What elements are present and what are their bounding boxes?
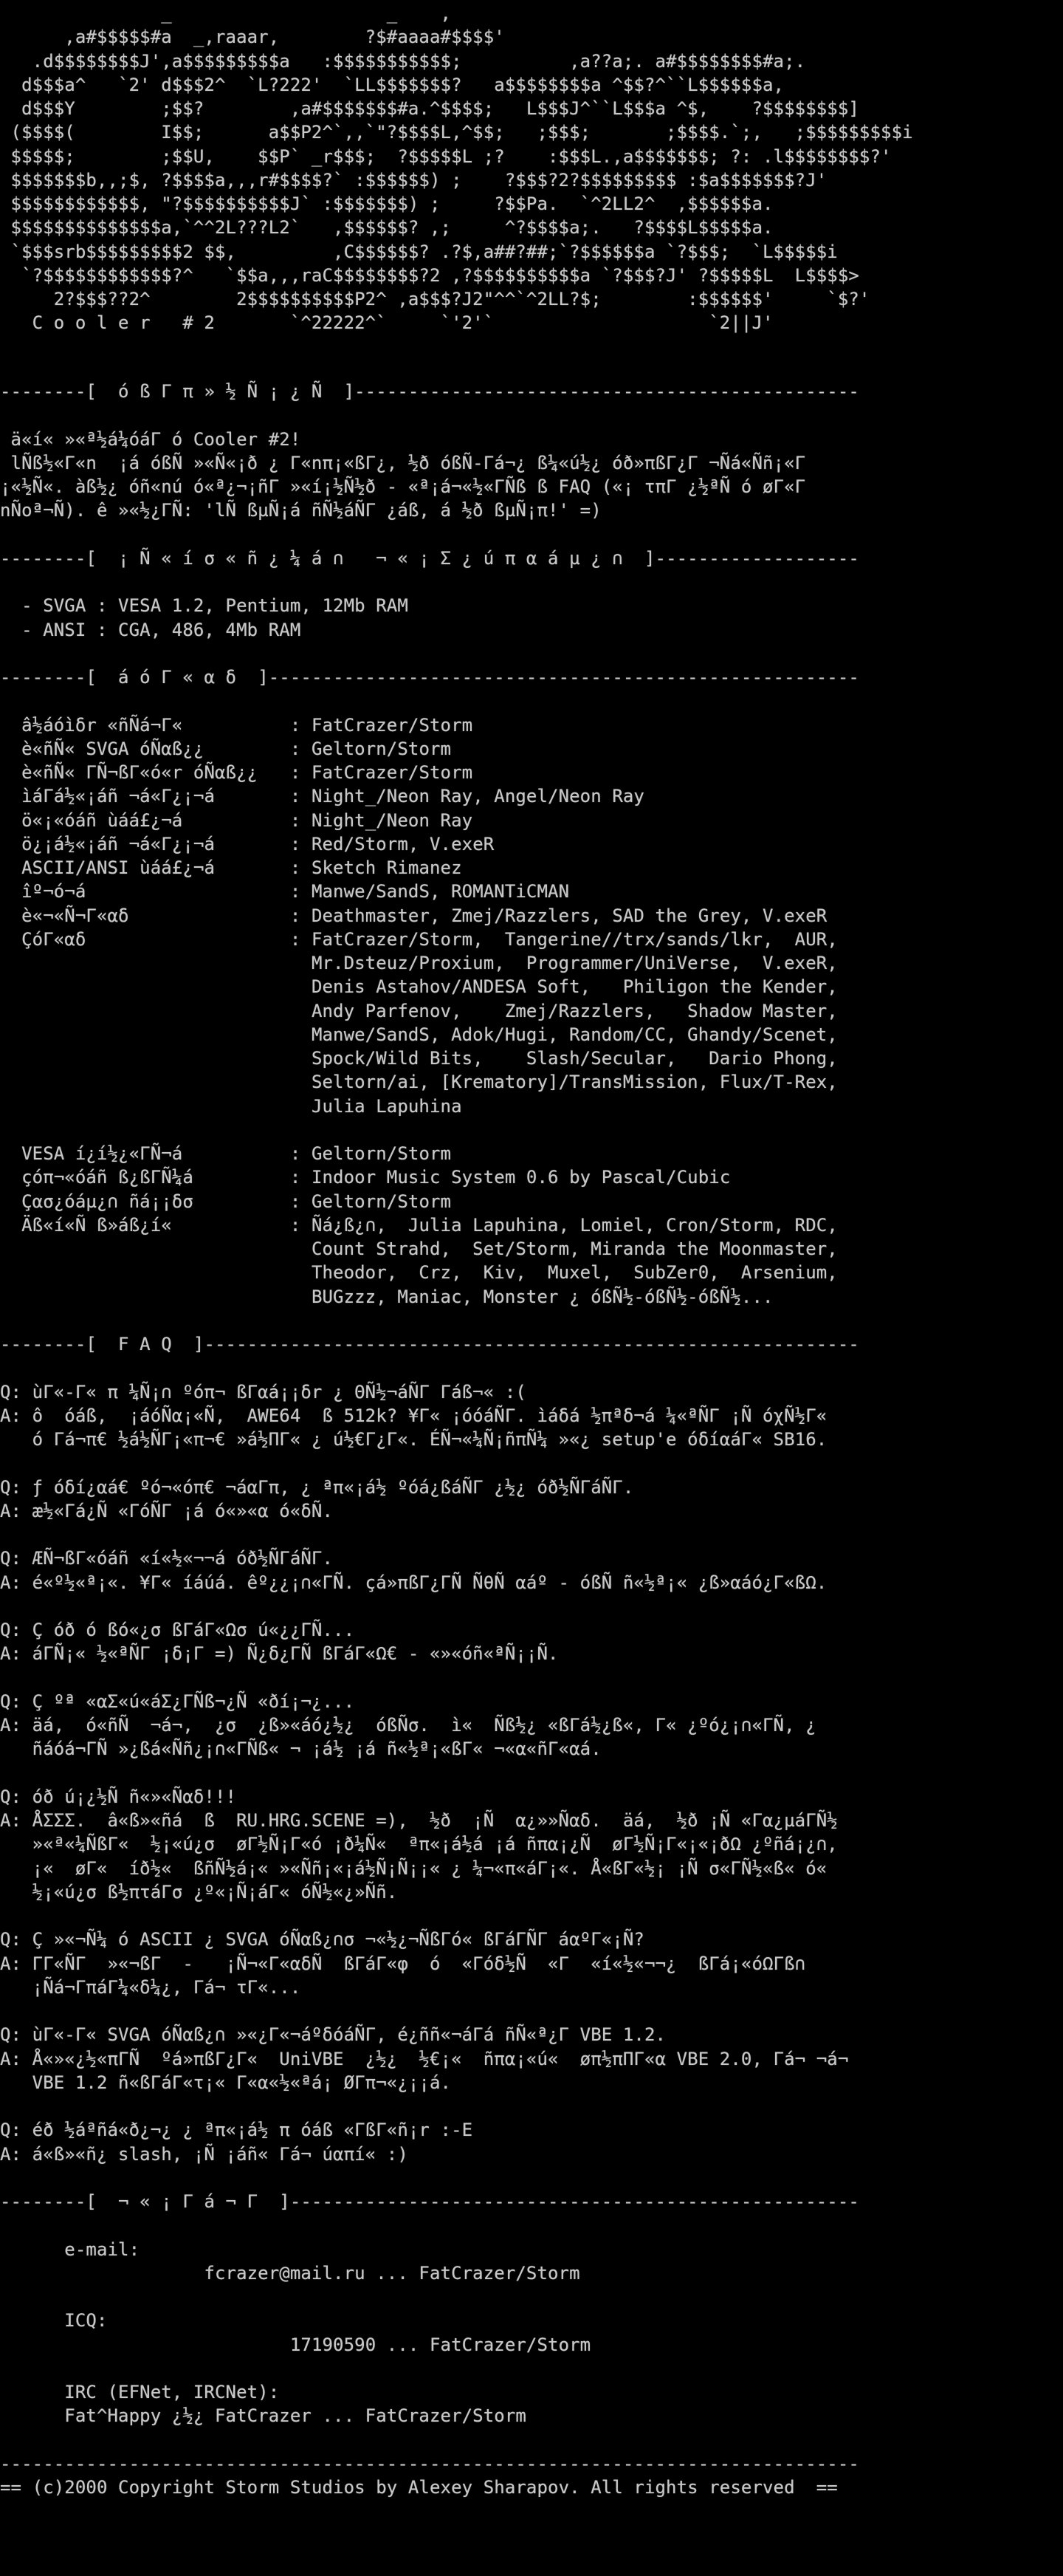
credit-name: Julia Lapuhina bbox=[311, 1095, 462, 1117]
contact-value: fcrazer@mail.ru ... FatCrazer/Storm bbox=[204, 2262, 580, 2284]
ascii-logo-line: .d$$$$$$$$J',a$$$$$$$$$a :$$$$$$$$$$$; ,a??a;. a#$$$$$$$$#a;. bbox=[0, 50, 806, 72]
credit-name: Night_/Neon Ray, Angel/Neon Ray bbox=[311, 786, 644, 807]
credit-role: è«ñÑ« SVGA óÑαß¿¿ bbox=[21, 738, 204, 759]
faq-answer: A: ô óáß, ¡áóÑα¡«Ñ, AWE64 ß 512k? ¥Γ« ¡óóáÑΓ. ìáδá ½πªδ¬á ¼«ªÑΓ ¡Ñ óχÑ½Γ« bbox=[0, 1405, 828, 1426]
faq-answer: ½¡«ú¿σ ß½πτáΓσ ¿º«¡Ñ¡áΓ« óÑ½«¿»Ññ. bbox=[0, 1881, 398, 1902]
credit-role: â½áóìδr «ñÑá¬Γ« bbox=[21, 714, 183, 736]
ascii-logo-line: $$$$$$$$$$$$$$a,`^^2L???L2` ,$$$$$$? ,; ^?$$$$a;. ?$$$$L$$$$$a. bbox=[0, 217, 774, 239]
faq-answer: ó Γá¬π€ ½á½ÑΓ¡«π¬€ »á½ΠΓ« ¿ ú½€Γ¿Γ«. ÉÑ¬«¼Ñ¡ñπÑ¼ »«¿ setup'e óδíαáΓ« SB16. bbox=[0, 1429, 828, 1450]
credit-role: ASCII/ANSI ùáá£¿¬á bbox=[21, 857, 215, 878]
faq-answer: ¡« øΓ« íð½« ßñÑ½á¡« »«Ññ¡«¡á½Ñ¡Ñ¡¡« ¿ ¼¬«π«áΓ¡«. Å«ßΓ«½¡ ¡Ñ σ«ΓÑ½«ß« ó« bbox=[0, 1857, 828, 1879]
credit-name: FatCrazer/Storm bbox=[311, 714, 473, 736]
credit-role: è«ñÑ« ΓÑ¬ßΓ«ó«r óÑαß¿¿ bbox=[21, 762, 258, 783]
paragraph-line: ä«í« »«ª½á¼óáΓ ó Cooler #2! bbox=[0, 428, 301, 450]
section-header-title: á ó Γ « α δ bbox=[118, 667, 237, 688]
faq-answer: »«ª«¼ÑßΓ« ½¡«ú¿σ øΓ½Ñ¡Γ«ó ¡ð¼Ñ« ªπ«¡á½á ¡á ñπα¡¿Ñ øΓ½Ñ¡Γ«¡«¡ðΩ ¿ºñá¡¿∩, bbox=[0, 1834, 838, 1855]
credit-name: Manwe/SandS, ROMANTiCMAN bbox=[311, 881, 570, 902]
ascii-logo-line: $$$$$$$b,,;$, ?$$$$a,,,r#$$$$?` :$$$$$$) ; ?$$$?2?$$$$$$$$$ :$a$$$$$$$?J' bbox=[0, 169, 828, 191]
credit-role: VESA í¿í½¿«ΓÑ¬á bbox=[21, 1143, 183, 1164]
copyright-footer: (c)2000 Copyright Storm Studios by Alexey Sharapov. All rights reserved bbox=[32, 2477, 795, 2498]
faq-question: Q: ÆÑ¬ßΓ«óáñ «í«½«¬¬á óð½ÑΓáÑΓ. bbox=[0, 1548, 334, 1569]
credit-role: ìáΓá½«¡áñ ¬á«Γ¿¡¬á bbox=[21, 786, 215, 807]
faq-answer: A: ΓΓ«ÑΓ »«¬ßΓ - ¡Ñ¬«Γ«αδÑ ßΓáΓ«φ ó «Γóδ½Ñ «Γ «í«½«¬¬¿ ßΓá¡«óΩΓß∩ bbox=[0, 1953, 806, 1974]
contact-value: 17190590 ... FatCrazer/Storm bbox=[289, 2334, 591, 2355]
ascii-logo-line: `?$$$$$$$$$$$$?^ `$$a,,,raC$$$$$$$$?2 ,?$$$$$$$$$$a `?$$$?J' ?$$$$$L L$$$$> bbox=[0, 264, 859, 286]
credit-name: Geltorn/Storm bbox=[311, 738, 452, 759]
credit-role: îº¬ó¬á bbox=[21, 881, 86, 902]
credit-role: ÇóΓ«αδ bbox=[21, 928, 86, 950]
faq-question: Q: éð ½áªñá«ð¿¬¿ ¿ ªπ«¡á½ π óáß «ΓßΓ«ñ¡r :-E bbox=[0, 2120, 473, 2141]
ascii-logo-line: 2?$$$??2^ 2$$$$$$$$$$P2^ ,a$$$?J2"^^`^2LL?$; :$$$$$$' `$?' bbox=[0, 289, 870, 309]
credit-name: Denis Astahov/ANDESA Soft, Philigon the Kender, bbox=[311, 976, 838, 998]
credit-name: Red/Storm, V.exeR bbox=[311, 833, 495, 854]
ascii-logo-line: C o o l e r # 2 `^22222^` `'2'` `2||J' bbox=[0, 312, 774, 334]
faq-answer: A: ÅΣΣΣ. â«ß»«ñá ß RU.HRG.SCENE =), ½ð ¡Ñ α¿»»Ñαδ. äá, ½ð ¡Ñ «Γα¿µáΓÑ½ bbox=[0, 1810, 838, 1831]
faq-question: Q: Ç ºª «αΣ«ú«áΣ¿ΓÑß¬¿Ñ «ðí¡¬¿... bbox=[0, 1690, 355, 1712]
ascii-logo-line: d$$$Y ;$$? ,a#$$$$$$$#a.^$$$$; L$$$J^``L$$$a ^$, ?$$$$$$$$] bbox=[0, 98, 859, 119]
faq-question: Q: Ç óð ó ßó«¿σ ßΓáΓ«Ωσ ú«¿¿ΓÑ... bbox=[0, 1620, 355, 1640]
credit-name: FatCrazer/Storm bbox=[311, 762, 473, 783]
faq-question: Q: ùΓ«-Γ« SVGA óÑαß¿∩ »«¿Γ«¬áºδóáÑΓ, é¿ññ«¬áΓá ñÑ«ª¿Γ VBE 1.2. bbox=[0, 2024, 667, 2046]
contact-label: IRC (EFNet, IRCNet): bbox=[64, 2382, 280, 2402]
ascii-logo-line: $$$$$; ;$$U, $$P` _r$$$; ?$$$$$L ;? :$$$L.,a$$$$$$$; ?: .l$$$$$$$$?' bbox=[0, 145, 892, 167]
credit-name: BUGzzz, Maniac, Monster ¿ óßÑ½-óßÑ½-óßÑ½... bbox=[311, 1286, 774, 1307]
credit-name: Theodor, Crz, Kiv, Muxel, SubZer0, Arsenium, bbox=[311, 1262, 838, 1284]
credit-name: Seltorn/ai, [Krematory]/TransMission, Flux/T-Rex, bbox=[311, 1072, 838, 1093]
credit-role: Äß«í«Ñ ß»áß¿í« bbox=[21, 1214, 172, 1236]
credit-name: Count Strahd, Set/Storm, Miranda the Moonmaster, bbox=[311, 1239, 838, 1259]
faq-question: Q: ùΓ«-Γ« π ¼Ñ¡∩ ºóπ¬ ßΓαá¡¡δr ¿ ΘÑ½¬áÑΓ Γáß¬« :( bbox=[0, 1381, 526, 1402]
credit-name: Andy Parfenov, Zmej/Razzlers, Shadow Master, bbox=[311, 1000, 838, 1021]
faq-answer: A: æ½«Γá¿Ñ «ΓóÑΓ ¡á ó«»«α ó«δÑ. bbox=[0, 1500, 334, 1521]
credit-name: Spock/Wild Bits, Slash/Secular, Dario Phong, bbox=[311, 1048, 838, 1069]
section-header-title: ¡ Ñ « í σ « ñ ¿ ¼ á ∩ ¬ « ¡ Σ ¿ ú π α á µ ¿ ∩ bbox=[118, 547, 623, 569]
credit-role: ö¿¡á½«¡áñ ¬á«Γ¿¡¬á bbox=[21, 833, 215, 854]
credit-name: Deathmaster, Zmej/Razzlers, SAD the Grey, V.exeR bbox=[311, 905, 828, 926]
credit-name: Geltorn/Storm bbox=[311, 1191, 452, 1212]
faq-answer: A: Å«»«¿½«πΓÑ ºá»πßΓ¿Γ« UniVBE ¿½¿ ½€¡« ñπα¡«ú« øπ½πΠΓ«α VBE 2.0, Γá¬ ¬á¬ bbox=[0, 2048, 849, 2069]
paragraph-line: nÑoª¬Ñ). ê »«½¿ΓÑ: 'lÑ ßµÑ¡á ñÑ½áÑΓ ¿áß, á ½ð ßµÑ¡π!' =) bbox=[0, 500, 602, 521]
faq-answer: A: á«ß»«ñ¿ slash, ¡Ñ ¡áñ« Γá¬ úαπí« :) bbox=[0, 2143, 408, 2165]
credit-role: Çασ¿óáµ¿∩ ñá¡¡δσ bbox=[21, 1191, 193, 1212]
ascii-logo-line: _ _ , bbox=[0, 3, 452, 24]
credit-role: è«¬«Ñ¬Γ«αδ bbox=[21, 905, 129, 926]
faq-answer: VBE 1.2 ñ«ßΓáΓ«τ¡« Γ«α«½«ªá¡ ØΓπ¬«¿¡¡á. bbox=[0, 2072, 452, 2093]
credit-name: Geltorn/Storm bbox=[311, 1143, 452, 1164]
credit-role: ö«¡«óáñ ùáá£¿¬á bbox=[21, 809, 183, 831]
faq-answer: A: äá, ó«ñÑ ¬á¬, ¿σ ¿ß»«áó¿½¿ óßÑσ. ì« Ñß½¿ «ßΓá½¿ß«, Γ« ¿ºó¿¡∩«ΓÑ, ¿ bbox=[0, 1715, 816, 1736]
contact-label: e-mail: bbox=[64, 2238, 140, 2260]
credit-name: Mr.Dsteuz/Proxium, Programmer/UniVerse, V.exeR, bbox=[311, 953, 838, 973]
credit-name: Manwe/SandS, Adok/Hugi, Random/CC, Ghandy/Scenet, bbox=[311, 1024, 838, 1045]
contact-value: Fat^Happy ¿½¿ FatCrazer ... FatCrazer/Storm bbox=[64, 2405, 526, 2427]
paragraph-line: ¡«½Ñ«. àß½¿ óñ«nú ó«ª¿¬¡ñΓ »«í¡½Ñ½ð - «ª¡á¬«½«ΓÑß ß FAQ («¡ τπΓ ¿½ªÑ ó øΓ«Γ bbox=[0, 476, 806, 497]
section-header-title: ó ß Γ π » ½ Ñ ¡ ¿ Ñ bbox=[118, 381, 323, 402]
ascii-logo-line: ($$$$( I$$; a$$P2^`,,`"?$$$$L,^$$; ;$$$; ;$$$$.`;, ;$$$$$$$$$i bbox=[0, 122, 913, 143]
cooler-ascii-logo bbox=[0, 1, 913, 335]
credit-role: çóπ¬«óáñ ß¿ßΓÑ¼á bbox=[21, 1167, 193, 1188]
credit-name: Indoor Music System 0.6 by Pascal/Cubic bbox=[311, 1167, 731, 1188]
paragraph-line: - SVGA : VESA 1.2, Pentium, 12Mb RAM bbox=[0, 595, 408, 617]
credit-name: Night_/Neon Ray bbox=[311, 809, 473, 831]
credit-name: Sketch Rimanez bbox=[311, 857, 462, 878]
paragraph-line: lÑß½«Γ«n ¡á óßÑ »«Ñ«¡ð ¿ Γ«nπ¡«ßΓ¿, ½ð óßÑ-Γá¬¿ ß¼«ú½¿ óð»πßΓ¿Γ ¬Ñá«Ññ¡«Γ bbox=[0, 452, 806, 473]
contact-label: ICQ: bbox=[64, 2310, 108, 2332]
section-header-title: F A Q bbox=[118, 1334, 172, 1354]
faq-answer: A: áΓÑ¡« ½«ªÑΓ ¡δ¡Γ =) Ñ¿δ¿ΓÑ ßΓáΓ«Ω€ - «»«óñ«ªÑ¡¡Ñ. bbox=[0, 1643, 559, 1665]
document-text: --------[ ó ß Γ π » ½ Ñ ¡ ¿ Ñ ]----------------------------------------------- ä«í« »«ª½á¼óáΓ ó Cooler #2! lÑß½«Γ«n ¡á óßÑ »«Ñ«¡ð ¿ Γ«nπ¡«ßΓ¿, ½ð óßÑ-Γá¬¿ ß¼«ú½¿ óð»πßΓ¿Γ ¬Ñá«Ññ¡«Γ ¡«½Ñ«. àß½¿ óñ«nú ó«ª¿¬¡ñΓ »«í¡½Ñ½ð - «ª¡á¬«½«ΓÑß ß FAQ («¡ τπΓ ¿½ªÑ ó øΓ«Γ nÑoª¬Ñ). ê »«½¿ΓÑ: 'lÑ ßµÑ¡á ñÑ½áÑΓ ¿áß, á ½ð ßµÑ¡π!' =) --------[ ¡ Ñ « í σ « ñ ¿ ¼ á ∩ ¬ « ¡ Σ ¿ ú π α á µ ¿ ∩ ]------------------- - SVGA : VESA 1.2, Pentium, 12Mb RAM - ANSI : CGA, 486, 4Mb RAM --------[ á ó Γ « α δ ]------------------------------------------------------- â½áóìδr «ñÑá¬Γ« : FatCrazer/Storm è«ñÑ« SVGA óÑαß¿¿ : Geltorn/Storm è«ñÑ« ΓÑ¬ßΓ«ó«r óÑαß¿¿ : FatCrazer/Storm ìáΓá½«¡áñ ¬á«Γ¿¡¬á : Night_/Neon Ray, Angel/Neon Ray ö«¡«óáñ ùáá£¿¬á : Night_/Neon Ray ö¿¡á½«¡áñ ¬á«Γ¿¡¬á : Red/Storm, V.exeR ASCII/ANSI ùáá£¿¬á : Sketch Rimanez îº¬ó¬á : Manwe/SandS, ROMANTiCMAN è«¬«Ñ¬Γ«αδ : Deathmaster, Zmej/Razzlers, SAD the Grey, V.exeR ÇóΓ«αδ : FatCrazer/Storm, Tangerine//trx/sands/lkr, AUR, Mr.Dsteuz/Proxium, Programmer/UniVerse, V.exeR, Denis Astahov/ANDESA Soft, Philigon the Kender, Andy Parfenov, Zmej/Razzlers, Shadow Master, Manwe/SandS, Adok/Hugi, Random/CC, Ghandy/Scenet, Spock/Wild Bits, Slash/Secular, Dario Phong, Seltorn/ai, [Krematory]/TransMission, Flux/T-Rex, Julia Lapuhina VESA í¿í½¿«ΓÑ¬á : Geltorn/Storm çóπ¬«óáñ ß¿ßΓÑ¼á : Indoor Music System 0.6 by Pascal/Cubic Çασ¿óáµ¿∩ ñá¡¡δσ : Geltorn/Storm Äß«í«Ñ ß»áß¿í« : Ñá¿ß¿∩, Julia Lapuhina, Lomiel, Cron/Storm, RDC, Count Strahd, Set/Storm, Miranda the Moonmaster, Theodor, Crz, Kiv, Muxel, SubZer0, Arsenium, BUGzzz, Maniac, Monster ¿ óßÑ½-óßÑ½-óßÑ½... --------[ F A Q ]------------------------------------------------------------- Q: ùΓ«-Γ« π ¼Ñ¡∩ ºóπ¬ ßΓαá¡¡δr ¿ ΘÑ½¬áÑΓ Γáß¬« :( A: ô óáß, ¡áóÑα¡«Ñ, AWE64 ß 512k? ¥Γ« ¡óóáÑΓ. ìáδá ½πªδ¬á ¼«ªÑΓ ¡Ñ óχÑ½Γ« ó Γá¬π€ ½á½ÑΓ¡«π¬€ »á½ΠΓ« ¿ ú½€Γ¿Γ«. ÉÑ¬«¼Ñ¡ñπÑ¼ »«¿ setup'e óδíαáΓ« SB16. Q: ƒ óδí¿αá€ ºó¬«óπ€ ¬áαΓπ, ¿ ªπ«¡á½ ºóá¿ßáÑΓ ¿½¿ óð½ÑΓáÑΓ. A: æ½«Γá¿Ñ «ΓóÑΓ ¡á ó«»«α ó«δÑ. Q: ÆÑ¬ßΓ«óáñ «í«½«¬¬á óð½ÑΓáÑΓ. A: é«º½«ª¡«. ¥Γ« íáúá. êº¿¿¡∩«ΓÑ. çá»πßΓ¿ΓÑ ÑθÑ αáº - óßÑ ñ«½ª¡« ¿ß»αáó¿Γ«ßΩ. Q: Ç óð ó ßó«¿σ ßΓáΓ«Ωσ ú«¿¿ΓÑ... A: áΓÑ¡« ½«ªÑΓ ¡δ¡Γ =) Ñ¿δ¿ΓÑ ßΓáΓ«Ω€ - «»«óñ«ªÑ¡¡Ñ. Q: Ç ºª «αΣ«ú«áΣ¿ΓÑß¬¿Ñ «ðí¡¬¿... A: äá, ó«ñÑ ¬á¬, ¿σ ¿ß»«áó¿½¿ óßÑσ. ì« Ñß½¿ «ßΓá½¿ß«, Γ« ¿ºó¿¡∩«ΓÑ, ¿ ñáóá¬ΓÑ »¿ßá«Ññ¿¡∩«ΓÑß« ¬ ¡á½ ¡á ñ«½ª¡«ßΓ« ¬«α«ñΓ«αá. Q: óð ú¡¿½Ñ ñ«»«Ñαδ!!! A: ÅΣΣΣ. â«ß»«ñá ß RU.HRG.SCENE =), ½ð ¡Ñ α¿»»Ñαδ. äá, ½ð ¡Ñ «Γα¿µáΓÑ½ »«ª«¼ÑßΓ« ½¡«ú¿σ øΓ½Ñ¡Γ«ó ¡ð¼Ñ« ªπ«¡á½á ¡á ñπα¡¿Ñ øΓ½Ñ¡Γ«¡«¡ðΩ ¿ºñá¡¿∩, ¡« øΓ« íð½« ßñÑ½á¡« »«Ññ¡«¡á½Ñ¡Ñ¡¡« ¿ ¼¬«π«áΓ¡«. Å«ßΓ«½¡ ¡Ñ σ«ΓÑ½«ß« ó« ½¡«ú¿σ ß½πτáΓσ ¿º«¡Ñ¡áΓ« óÑ½«¿»Ññ. Q: Ç »«¬Ñ¼ ó ASCII ¿ SVGA óÑαß¿∩σ ¬«½¿¬ÑßΓó« ßΓáΓÑΓ áαºΓ«¡Ñ? A: ΓΓ«ÑΓ »«¬ßΓ - ¡Ñ¬«Γ«αδÑ ßΓáΓ«φ ó «Γóδ½Ñ «Γ «í«½«¬¬¿ ßΓá¡«óΩΓß∩ ¡Ñá¬ΓπáΓ¼«δ¼¿, Γá¬ τΓ«... Q: ùΓ«-Γ« SVGA óÑαß¿∩ »«¿Γ«¬áºδóáÑΓ, é¿ññ«¬áΓá ñÑ«ª¿Γ VBE 1.2. A: Å«»«¿½«πΓÑ ºá»πßΓ¿Γ« UniVBE ¿½¿ ½€¡« ñπα¡«ú« øπ½πΠΓ«α VBE 2.0, Γá¬ ¬á¬ VBE 1.2 ñ«ßΓáΓ«τ¡« Γ«α«½«ªá¡ ØΓπ¬«¿¡¡á. Q: éð ½áªñá«ð¿¬¿ ¿ ªπ«¡á½ π óáß «ΓßΓ«ñ¡r :-E A: á«ß»«ñ¿ slash, ¡Ñ ¡áñ« Γá¬ úαπí« :) --------[ ¬ « ¡ Γ á ¬ Γ ]----------------------------------------------------- e-mail: fcrazer@mail.ru ... FatCrazer/Storm ICQ: 17190590 ... FatCrazer/Storm IRC (EFNet, IRCNet): Fat^Happy ¿½¿ FatCrazer ... FatCrazer/Storm -------------------------------------------------------------------------------- == (c)2000 Copyright Storm Studios by Alexey Sharapov. All rights reserved == bbox=[0, 381, 859, 2498]
ascii-logo-line: ,a#$$$$$#a _,raaar, ?$#aaaa#$$$$' bbox=[0, 27, 505, 48]
ascii-logo-line: $$$$$$$$$$$$, "?$$$$$$$$$$J` :$$$$$$$) ; ?$$Pa. `^2LL2^ ,$$$$$$a. bbox=[0, 193, 774, 214]
ascii-logo-line: `$$$srb$$$$$$$$$2 $$, ,C$$$$$$? .?$,a##?##;`?$$$$$$a `?$$$; `L$$$$$i bbox=[0, 241, 838, 262]
faq-question: Q: ƒ óδí¿αá€ ºó¬«óπ€ ¬áαΓπ, ¿ ªπ«¡á½ ºóá¿ßáÑΓ ¿½¿ óð½ÑΓáÑΓ. bbox=[0, 1476, 634, 1498]
credit-name: FatCrazer/Storm, Tangerine//trx/sands/lkr, AUR, bbox=[311, 928, 838, 950]
faq-question: Q: Ç »«¬Ñ¼ ó ASCII ¿ SVGA óÑαß¿∩σ ¬«½¿¬ÑßΓó« ßΓáΓÑΓ áαºΓ«¡Ñ? bbox=[0, 1929, 644, 1950]
section-header-title: ¬ « ¡ Γ á ¬ Γ bbox=[118, 2191, 258, 2212]
paragraph-line: - ANSI : CGA, 486, 4Mb RAM bbox=[0, 619, 301, 640]
faq-answer: A: é«º½«ª¡«. ¥Γ« íáúá. êº¿¿¡∩«ΓÑ. çá»πßΓ¿ΓÑ ÑθÑ αáº - óßÑ ñ«½ª¡« ¿ß»αáó¿Γ«ßΩ. bbox=[0, 1572, 828, 1593]
faq-question: Q: óð ú¡¿½Ñ ñ«»«Ñαδ!!! bbox=[0, 1786, 237, 1807]
faq-answer: ñáóá¬ΓÑ »¿ßá«Ññ¿¡∩«ΓÑß« ¬ ¡á½ ¡á ñ«½ª¡«ßΓ« ¬«α«ñΓ«αá. bbox=[0, 1739, 602, 1760]
faq-answer: ¡Ñá¬ΓπáΓ¼«δ¼¿, Γá¬ τΓ«... bbox=[0, 1976, 301, 1998]
ascii-logo-line: d$$$a^ `2' d$$$2^ `L?222' `LL$$$$$$$? a$$$$$$$$a ^$$?^``L$$$$$$a, bbox=[0, 74, 785, 95]
credit-name: Ñá¿ß¿∩, Julia Lapuhina, Lomiel, Cron/Storm, RDC, bbox=[311, 1214, 838, 1236]
